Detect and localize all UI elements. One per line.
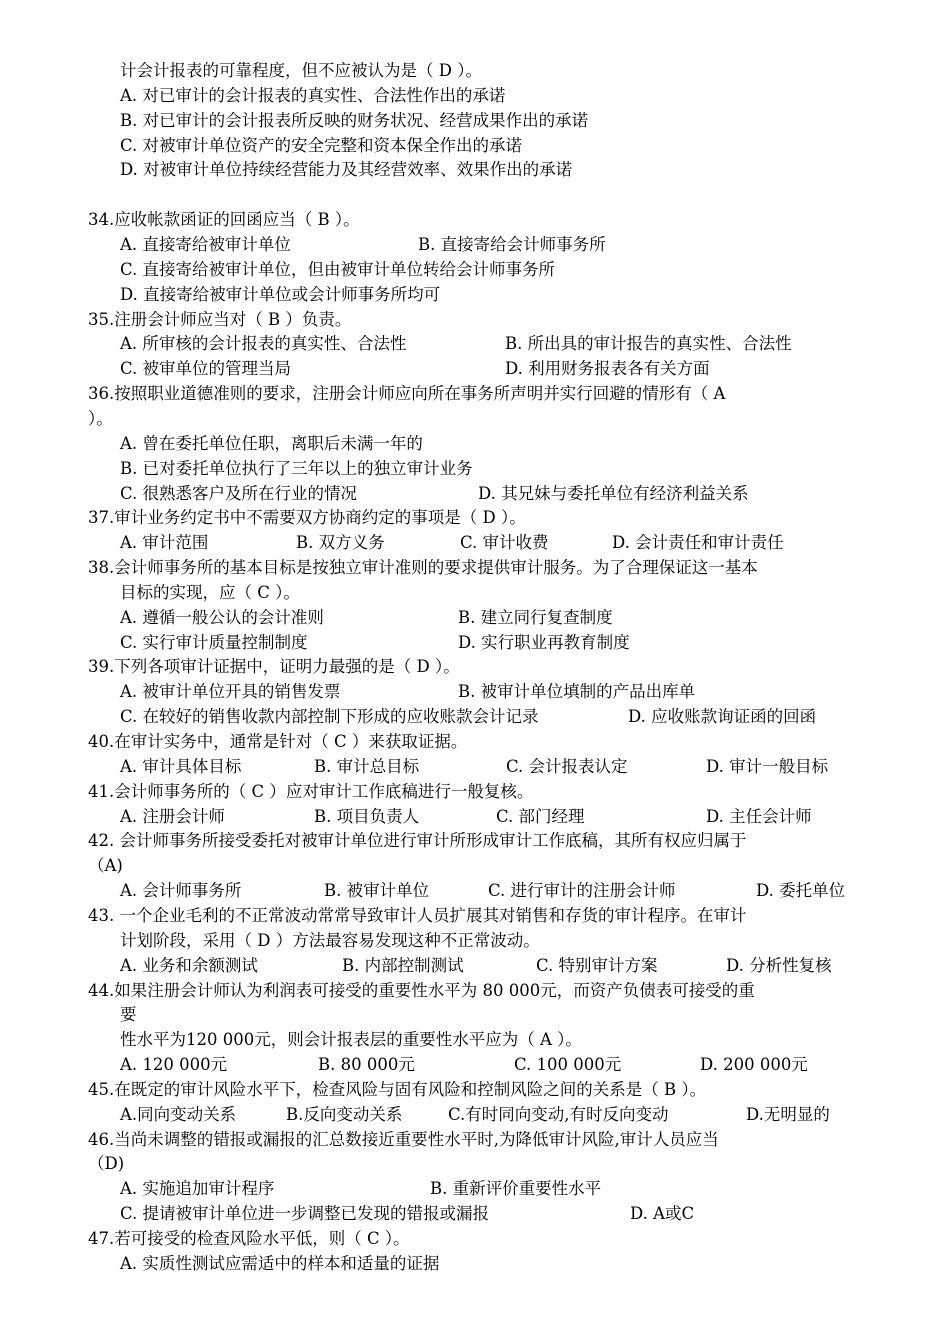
text-segment: D. 利用财务报表各有关方面 <box>505 359 710 379</box>
text-segment: （D) <box>88 1154 125 1174</box>
text-segment: D. 其兄妹与委托单位有经济利益关系 <box>478 483 749 503</box>
text-segment: A. 会计师事务所 <box>120 881 242 901</box>
text-segment: 36.按照职业道德准则的要求，注册会计师应向所在事务所声明并实行回避的情形有（ A <box>88 384 726 404</box>
text-segment: 要 <box>120 1005 137 1025</box>
text-segment: B. 建立同行复查制度 <box>458 607 613 627</box>
text-segment: A. 注册会计师 <box>120 806 225 826</box>
text-segment: D. 分析性复核 <box>726 955 832 975</box>
text-segment: A. 曾在委托单位任职，离职后未满一年的 <box>120 433 423 453</box>
text-segment: 41.会计师事务所的（ C ）应对审计工作底稿进行一般复核。 <box>88 781 534 801</box>
text-segment: B. 80 000元 <box>318 1055 415 1074</box>
text-segment: A. 直接寄给被审计单位 <box>120 235 291 254</box>
text-segment: 43. 一个企业毛利的不正常波动常常导致审计人员扩展其对销售和存货的审计程序。在审计 <box>88 905 747 925</box>
text-segment: A. 业务和余额测试 <box>120 955 258 975</box>
text-segment: C. 在较好的销售收款内部控制下形成的应收账款会计记录 <box>120 707 539 727</box>
text-segment: B. 对已审计的会计报表所反映的财务状况、经营成果作出的承诺 <box>120 110 589 130</box>
text-segment: C. 审计收费 <box>460 533 549 553</box>
text-segment: C.有时同向变动,有时反向变动 <box>448 1104 669 1124</box>
text-segment: C. 进行审计的注册会计师 <box>488 881 676 901</box>
text-segment: D. 会计责任和审计责任 <box>612 533 784 553</box>
text-segment: 44.如果注册会计师认为利润表可接受的重要性水平为 80 000元，而资产负债表可接受的重 <box>88 980 755 1000</box>
text-segment: B. 重新评价重要性水平 <box>430 1179 602 1199</box>
text-segment: D. 200 000元 <box>700 1055 808 1074</box>
text-segment: 39.下列各项审计证据中，证明力最强的是（ D ）。 <box>88 657 460 677</box>
text-segment: 47.若可接受的检查风险水平低，则（ C ）。 <box>88 1229 410 1248</box>
text-segment: B. 审计总目标 <box>314 756 420 776</box>
text-segment: A. 审计具体目标 <box>120 756 242 776</box>
text-segment: A. 被审计单位开具的销售发票 <box>120 682 341 702</box>
text-segment: D. 主任会计师 <box>706 806 812 826</box>
text-segment: C. 特别审计方案 <box>536 955 658 975</box>
text-segment: B. 已对委托单位执行了三年以上的独立审计业务 <box>120 458 473 478</box>
text-segment: 46.当尚未调整的错报或漏报的汇总数接近重要性水平时,为降低审计风险,审计人员应当 <box>88 1129 719 1149</box>
text-segment: C. 会计报表认定 <box>506 756 628 776</box>
text-segment: B. 内部控制测试 <box>342 955 464 975</box>
text-segment: C. 被审单位的管理当局 <box>120 359 292 379</box>
text-segment: A. 实施追加审计程序 <box>120 1179 275 1199</box>
text-segment: ）。 <box>88 408 113 428</box>
text-segment: D. 审计一般目标 <box>706 756 829 776</box>
text-segment: 计会计报表的可靠程度，但不应被认为是（ D ）。 <box>120 61 482 80</box>
text-segment: 45.在既定的审计风险水平下，检查风险与固有风险和控制风险之间的关系是（ B ）。 <box>88 1079 707 1099</box>
text-segment: B. 所出具的审计报告的真实性、合法性 <box>505 334 792 354</box>
text-segment: C. 提请被审计单位进一步调整已发现的错报或漏报 <box>120 1204 490 1224</box>
text-segment: 34.应收帐款函证的回函应当（ B ）。 <box>88 210 360 230</box>
text-segment: B. 被审计单位 <box>324 881 430 901</box>
text-segment: 38.会计师事务所的基本目标是按独立审计准则的要求提供审计服务。为了合理保证这一基本 <box>88 558 758 577</box>
text-segment: A.同向变动关系 <box>120 1104 237 1124</box>
text-segment: D. 应收账款询证函的回函 <box>628 707 817 727</box>
text-segment: C. 部门经理 <box>496 806 585 826</box>
text-segment: D. 对被审计单位持续经营能力及其经营效率、效果作出的承诺 <box>120 160 573 180</box>
text-segment: B.反向变动关系 <box>286 1104 403 1124</box>
text-segment: A. 实质性测试应需适中的样本和适量的证据 <box>120 1253 440 1273</box>
text-segment: A. 对已审计的会计报表的真实性、合法性作出的承诺 <box>120 85 506 105</box>
text-segment: C. 直接寄给被审计单位，但由被审计单位转给会计师事务所 <box>120 259 556 279</box>
text-segment: 40.在审计实务中，通常是针对（ C ）来获取证据。 <box>88 732 468 751</box>
text-segment: D. 实行职业再教育制度 <box>458 632 630 652</box>
text-segment: 42. 会计师事务所接受委托对被审计单位进行审计所形成审计工作底稿，其所有权应归属于 <box>88 831 747 851</box>
text-segment: 37.审计业务约定书中不需要双方协商约定的事项是（ D ）。 <box>88 508 526 528</box>
text-segment: D.无明显的 <box>746 1104 830 1124</box>
text-segment: C. 很熟悉客户及所在行业的情况 <box>120 483 358 503</box>
text-segment: A. 120 000元 <box>120 1055 228 1074</box>
text-segment: A. 所审核的会计报表的真实性、合法性 <box>120 334 407 354</box>
text-segment: D. 委托单位 <box>756 881 846 901</box>
text-segment: 目标的实现，应（ C ）。 <box>120 582 300 602</box>
text-segment: B. 项目负责人 <box>314 806 420 826</box>
text-segment: B. 被审计单位填制的产品出库单 <box>458 682 696 702</box>
text-segment: D. A或C <box>630 1204 695 1224</box>
text-segment: C. 对被审计单位资产的安全完整和资本保全作出的承诺 <box>120 135 523 155</box>
text-segment: A. 遵循一般公认的会计准则 <box>120 607 324 627</box>
text-segment: 性水平为120 000元，则会计报表层的重要性水平应为（ A ）。 <box>120 1030 582 1050</box>
text-segment: B. 双方义务 <box>296 533 385 553</box>
text-segment: C. 100 000元 <box>514 1055 622 1074</box>
text-segment: 计划阶段，采用（ D ）方法最容易发现这种不正常波动。 <box>120 930 540 950</box>
text-segment: C. 实行审计质量控制制度 <box>120 632 308 652</box>
text-segment: B. 直接寄给会计师事务所 <box>418 235 606 254</box>
text-segment: 35.注册会计师应当对（ B ）负责。 <box>88 309 352 329</box>
text-segment: （A) <box>88 856 123 876</box>
text-segment: A. 审计范围 <box>120 533 209 553</box>
text-segment: D. 直接寄给被审计单位或会计师事务所均可 <box>120 284 441 304</box>
